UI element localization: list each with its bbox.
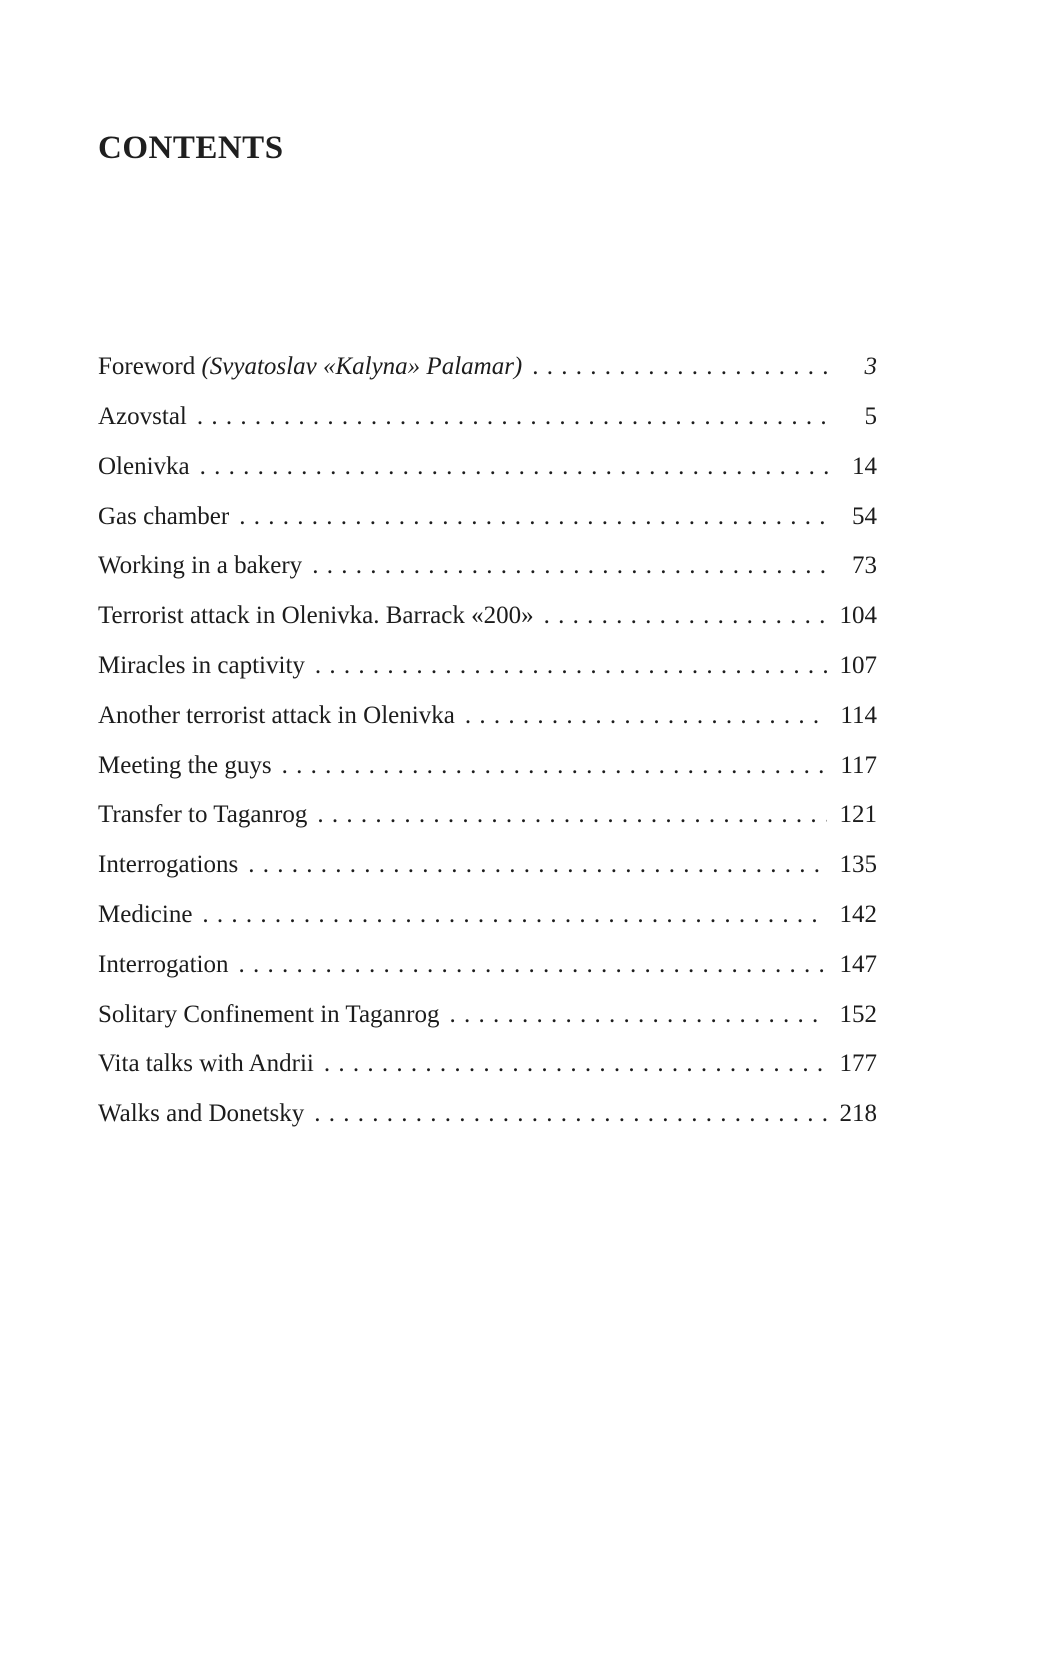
toc-entry-page-number: 73: [852, 552, 877, 580]
dot-leader: [238, 840, 826, 890]
toc-entry-title: Interrogation: [98, 950, 229, 978]
dot-leader: [272, 741, 828, 791]
toc-entry-page-number: 152: [839, 1000, 877, 1028]
toc-entry-title: Transfer to Taganrog: [98, 801, 308, 829]
toc-entry: [98, 541, 877, 591]
toc-entry-page-number: 107: [839, 652, 877, 680]
dot-leader: [229, 492, 831, 542]
toc-entry: [98, 940, 877, 990]
toc-entry: [98, 990, 877, 1040]
toc-entry-title: Azovstal: [98, 403, 187, 431]
dot-leader: [305, 641, 827, 691]
toc-entry: [98, 840, 877, 890]
toc-entry: [98, 342, 877, 392]
toc-entry: [98, 741, 877, 791]
toc-entry-page-number: 114: [840, 701, 877, 729]
dot-leader: [302, 541, 831, 591]
toc-entry: [98, 790, 877, 840]
toc-entry-title: Miracles in captivity: [98, 652, 305, 680]
toc-entry-page-number: 54: [852, 502, 877, 530]
toc-entry-title: Interrogations: [98, 851, 239, 879]
dot-leader: [439, 990, 826, 1040]
toc-entry-page-number: 104: [839, 602, 877, 630]
toc-entry-title: Medicine: [98, 901, 193, 929]
toc-entry-title: Walks and Donetsky: [98, 1100, 305, 1128]
toc-entry-page-number: 121: [839, 801, 877, 829]
toc-entry-page-number: 135: [839, 851, 877, 879]
toc-entry-title: Olenivka: [98, 452, 190, 480]
dot-leader: [455, 691, 828, 741]
dot-leader: [534, 591, 827, 641]
toc-entry-page-number: 3: [864, 353, 877, 381]
toc-entry-title: Working in a bakery: [98, 552, 303, 580]
toc-entry-title: Solitary Confinement in Taganrog: [98, 1000, 440, 1028]
toc-entry: [98, 492, 877, 542]
dot-leader: [187, 392, 831, 442]
toc-entry: [98, 442, 877, 492]
toc-entry-page-number: 177: [839, 1050, 877, 1078]
dot-leader: [190, 442, 831, 492]
toc-entry-title: Another terrorist attack in Olenivka: [98, 701, 455, 729]
toc-entry: [98, 691, 877, 741]
toc-entry-page-number: 142: [839, 901, 877, 929]
toc-entry-title: Terrorist attack in Olenivka. Barrack «200»: [98, 602, 534, 630]
toc-entry-page-number: 5: [864, 403, 877, 431]
toc-entry-page-number: 147: [839, 950, 877, 978]
toc-entry-page-number: 117: [840, 751, 877, 779]
toc-entry-page-number: 218: [839, 1100, 877, 1128]
toc-entry: [98, 890, 877, 940]
toc-entry: [98, 591, 877, 641]
dot-leader: [304, 1089, 826, 1139]
dot-leader: [522, 342, 831, 392]
dot-leader: [314, 1039, 827, 1089]
toc-entry: [98, 641, 877, 691]
toc-list: [98, 342, 877, 1139]
toc-entry: [98, 1039, 877, 1089]
toc-entry-title: Foreword (Svyatoslav «Kalyna» Palamar): [98, 353, 523, 381]
dot-leader: [192, 890, 826, 940]
toc-entry-title: Vita talks with Andrii: [98, 1050, 314, 1078]
toc-entry: [98, 1089, 877, 1139]
toc-entry: [98, 392, 877, 442]
toc-entry-page-number: 14: [852, 452, 877, 480]
page-title: CONTENTS: [98, 130, 284, 166]
dot-leader: [229, 940, 827, 990]
dot-leader: [307, 790, 826, 840]
toc-entry-title: Gas chamber: [98, 502, 230, 530]
toc-entry-title: Meeting the guys: [98, 751, 272, 779]
